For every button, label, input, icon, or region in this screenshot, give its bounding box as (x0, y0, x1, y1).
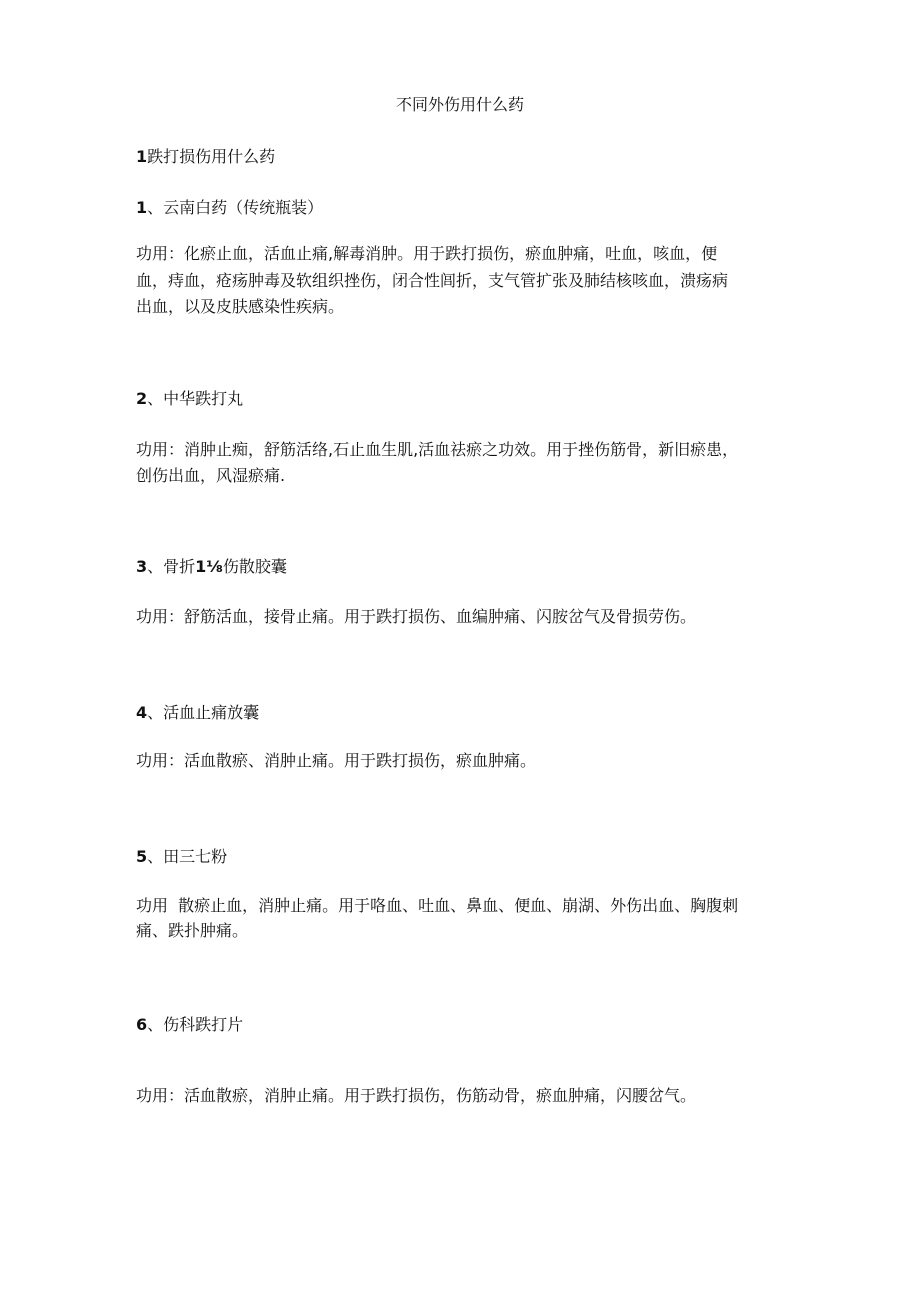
section-heading (136, 146, 786, 168)
item-heading (136, 556, 786, 578)
item-number: 6 (136, 1015, 148, 1034)
item-effect-line: 痛、跌扑肿痛。 (136, 921, 249, 940)
item-heading (136, 197, 786, 219)
item-effect-line: 功用：舒筋活血，接骨止痛。用于跌打损伤、血编肿痛、闪胺岔气及骨损劳伤。 (136, 607, 697, 626)
item-number: 5 (136, 847, 148, 866)
item-effect-line: 功用 散瘀止血，消肿止痛。用于咯血、吐血、鼻血、便血、崩湖、外伤出血、胸腹刺 (136, 896, 739, 915)
item-number: 1 (136, 198, 148, 217)
item-effect-line: 血，痔血，疮疡肿毒及软组织挫伤，闭合性闾折，支气管扩张及肺结核咳血，溃疡病 (136, 271, 729, 290)
item-number: 2 (136, 389, 148, 408)
item-effect-line: 功用：化瘀止血，活血止痛,解毒消肿。用于跌打损伤，瘀血肿痛，吐血，咳血，便 (136, 244, 718, 263)
item-name: 、中华跌打丸 (147, 389, 244, 408)
item-effect-line: 功用：活血散瘀、消肿止痛。用于跌打损伤，瘀血肿痛。 (136, 751, 537, 770)
item-effect-line: 功用：活血散瘀，消肿止痛。用于跌打损伤，伤筋动骨，瘀血肿痛，闪腰岔气。 (136, 1086, 697, 1105)
item-name: 、云南白药（传统瓶装） (147, 198, 324, 217)
item-name-part: 、骨折 (147, 557, 196, 576)
item-effect-line: 出血，以及皮肤感染性疾病。 (136, 297, 345, 316)
item-name: 、活血止痛放囊 (147, 703, 260, 722)
section-number: 1 (136, 147, 148, 166)
item-heading (136, 846, 786, 868)
item-heading (136, 1014, 786, 1036)
item-effect-line: 创伤出血，风湿瘀痛. (136, 466, 286, 485)
item-heading (136, 388, 786, 410)
item-effect-line: 功用：消肿止痴，舒筋活络,石止血生肌,活血祛瘀之功效。用于挫伤筋骨，新旧瘀患， (136, 440, 739, 459)
section-title: 跌打损伤用什么药 (147, 147, 276, 166)
item-number: 4 (136, 703, 148, 722)
document-title: 不同外伤用什么药 (395, 95, 524, 114)
item-name: 、田三七粉 (147, 847, 228, 866)
item-number: 3 (136, 557, 148, 576)
item-heading (136, 702, 786, 724)
item-name: 、伤科跌打片 (147, 1015, 244, 1034)
item-name-part: 伤散胶囊 (222, 557, 287, 576)
item-name-part: 1⅛ (195, 557, 223, 576)
